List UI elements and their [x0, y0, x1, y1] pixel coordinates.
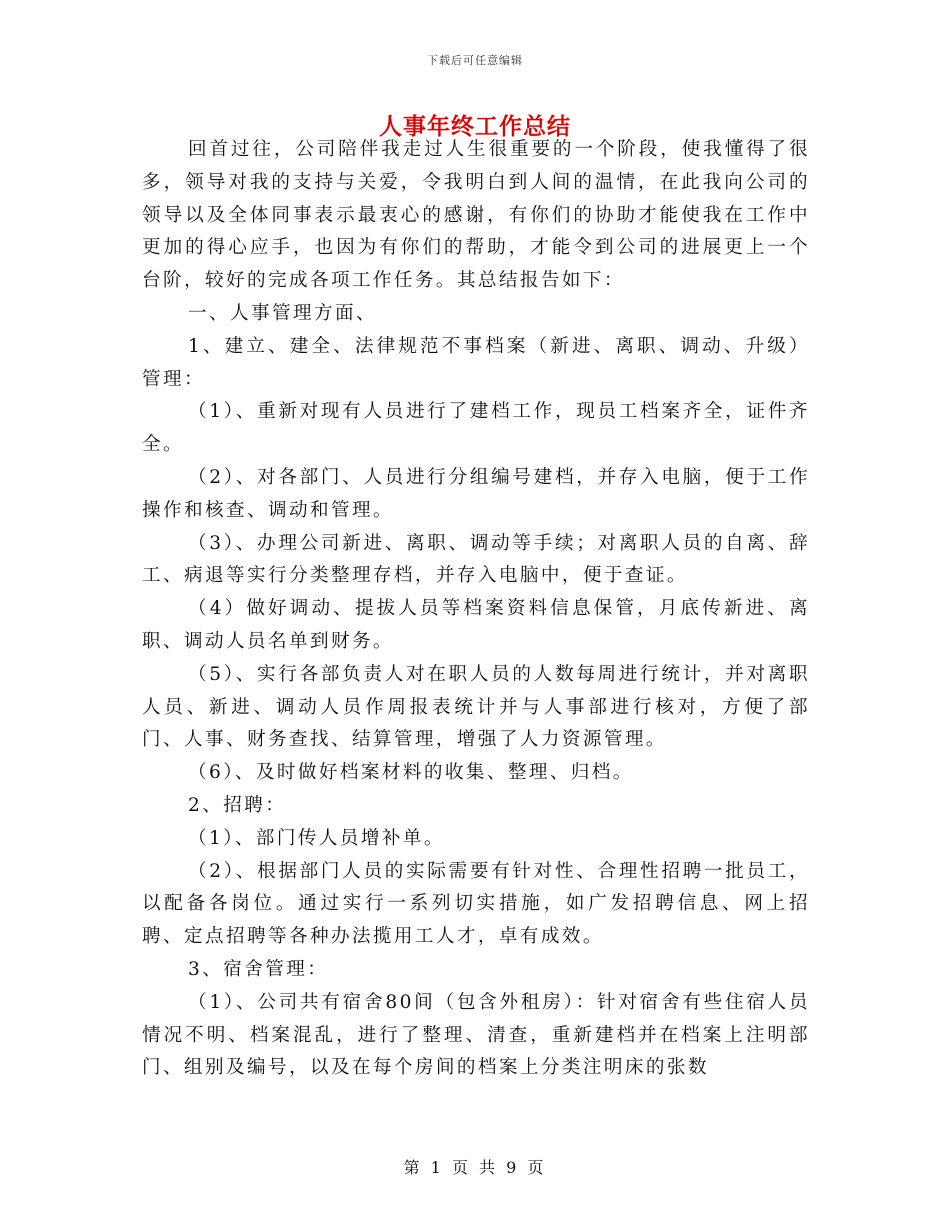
list-item: （1）、重新对现有人员进行了建档工作，现员工档案齐全，证件齐全。 — [142, 401, 810, 456]
list-item: （1）、部门传人员增补单。 — [188, 827, 445, 849]
list-item: （3）、办理公司新进、离职、调动等手续；对离职人员的自离、辞工、病退等实行分类整理存档，并存入电脑中，便于查证。 — [142, 532, 810, 587]
list-item: （4）做好调动、提拔人员等档案资料信息保管，月底传新进、离职、调动人员名单到财务。 — [142, 598, 810, 652]
document-title: 人事年终工作总结 — [379, 113, 571, 140]
section-heading-personnel: 一、人事管理方面、 — [188, 302, 377, 324]
page-number-footer: 第 1 页 共 9 页 — [403, 1158, 547, 1177]
list-item: （6）、及时做好档案材料的收集、整理、归档。 — [188, 762, 634, 784]
header-note: 下载后可任意编辑 — [427, 54, 523, 67]
subsection-heading-archives: 1、建立、建全、法律规范不事档案（新进、离职、调动、升级）管理： — [142, 335, 810, 390]
list-item: （1）、公司共有宿舍80间（包含外租房）：针对宿舍有些住宿人员情况不明、档案混乱，进行了整理、清查，重新建档并在档案上注明部门、组别及编号，以及在每个房间的档案上分类注明床的张数 — [142, 991, 810, 1079]
paragraph-intro: 回首过往，公司陪伴我走过人生很重要的一个阶段，使我懂得了很多，领导对我的支持与关爱，令我明白到人间的温情，在此我向公司的领导以及全体同事表示最衷心的感谢，有你们的协助才能使我在工作中更加的得心应手，也因为有你们的帮助，才能令到公司的进展更上一个台阶，较好的完成各项工作任务。其总结报告如下： — [142, 139, 810, 292]
list-item: （2）、对各部门、人员进行分组编号建档，并存入电脑，便于工作操作和核查、调动和管理。 — [142, 466, 810, 521]
subsection-heading-recruitment: 2、招聘： — [188, 794, 287, 816]
list-item: （2）、根据部门人员的实际需要有针对性、合理性招聘一批员工，以配备各岗位。通过实行一系列切实措施，如广发招聘信息、网上招聘、定点招聘等各种办法揽用工人才，卓有成效。 — [142, 860, 810, 948]
list-item: （5）、实行各部负责人对在职人员的人数每周进行统计，并对离职人员、新进、调动人员作周报表统计并与人事部进行核对，方便了部门、人事、财务查找、结算管理，增强了人力资源管理。 — [142, 663, 810, 751]
subsection-heading-dormitory: 3、宿舍管理： — [188, 958, 329, 980]
document-body — [142, 134, 810, 1085]
